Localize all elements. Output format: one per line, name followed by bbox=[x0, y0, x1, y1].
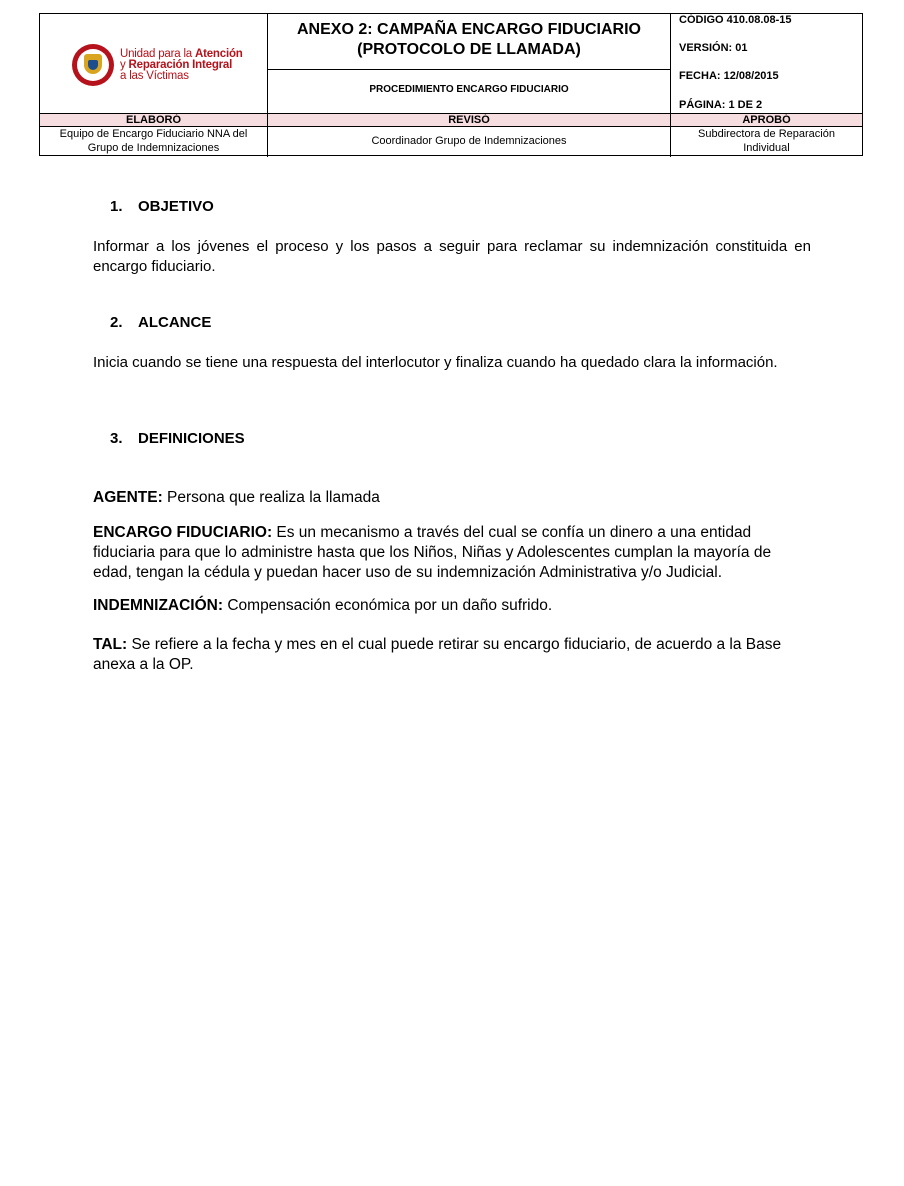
page-label: PÁGINA: 1 DE 2 bbox=[679, 99, 763, 111]
definition-encargo-fiduciario: ENCARGO FIDUCIARIO: Es un mecanismo a través del cual se confía un dinero a una entidad fiduciaria para que lo administre hasta que los Niños, Niñas y Adolescentes cumplan la mayoría de edad, tengan la cédula y puedan hacer uso de su indemnización Administrativa y/o Judicial. bbox=[93, 524, 772, 581]
section-text-alcance: Inicia cuando se tiene una respuesta del interlocutor y finaliza cuando ha quedado clara la información. bbox=[93, 354, 778, 371]
procedure-name: PROCEDIMIENTO ENCARGO FIDUCIARIO bbox=[369, 84, 569, 95]
definition-indemnizacion: INDEMNIZACIÓN: Compensación económica por un daño sufrido. bbox=[93, 597, 553, 614]
column-header-reviso: REVISÓ bbox=[268, 114, 670, 126]
definition-tal: TAL: Se refiere a la fecha y mes en el cual puede retirar su encargo fiduciario, de acuerdo a la Base anexa a la OP. bbox=[93, 636, 782, 673]
section-heading-definiciones: 3. DEFINICIONES bbox=[110, 430, 245, 447]
column-header-aprobo: APROBÓ bbox=[671, 114, 862, 126]
section-text-objetivo: Informar a los jóvenes el proceso y los pasos a seguir para reclamar su indemnización constituida en encargo fiduciario. bbox=[93, 238, 811, 275]
code-label: CÓDIGO 410.08.08-15 bbox=[679, 14, 792, 26]
logo-text: Unidad para la Atención y Reparación Integral a las Víctimas bbox=[120, 48, 243, 82]
divider bbox=[267, 69, 670, 70]
document-title: ANEXO 2: CAMPAÑA ENCARGO FIDUCIARIO (PROTOCOLO DE LLAMADA) bbox=[296, 21, 641, 58]
reviso-value: Coordinador Grupo de Indemnizaciones bbox=[371, 135, 567, 147]
aprobo-value: Subdirectora de Reparación Individual bbox=[698, 128, 835, 154]
section-heading-alcance: 2. ALCANCE bbox=[110, 314, 212, 331]
date-label: FECHA: 12/08/2015 bbox=[679, 70, 779, 82]
definition-agente: AGENTE: Persona que realiza la llamada bbox=[93, 489, 380, 506]
section-heading-objetivo: 1. OBJETIVO bbox=[110, 198, 214, 215]
institution-logo bbox=[72, 44, 272, 94]
version-label: VERSIÓN: 01 bbox=[679, 42, 748, 54]
elaboro-value: Equipo de Encargo Fiduciario NNA del Grupo de Indemnizaciones bbox=[59, 128, 248, 154]
seal-icon bbox=[72, 44, 114, 86]
column-header-elaboro: ELABORÓ bbox=[40, 114, 267, 126]
document-header-table bbox=[39, 13, 863, 156]
